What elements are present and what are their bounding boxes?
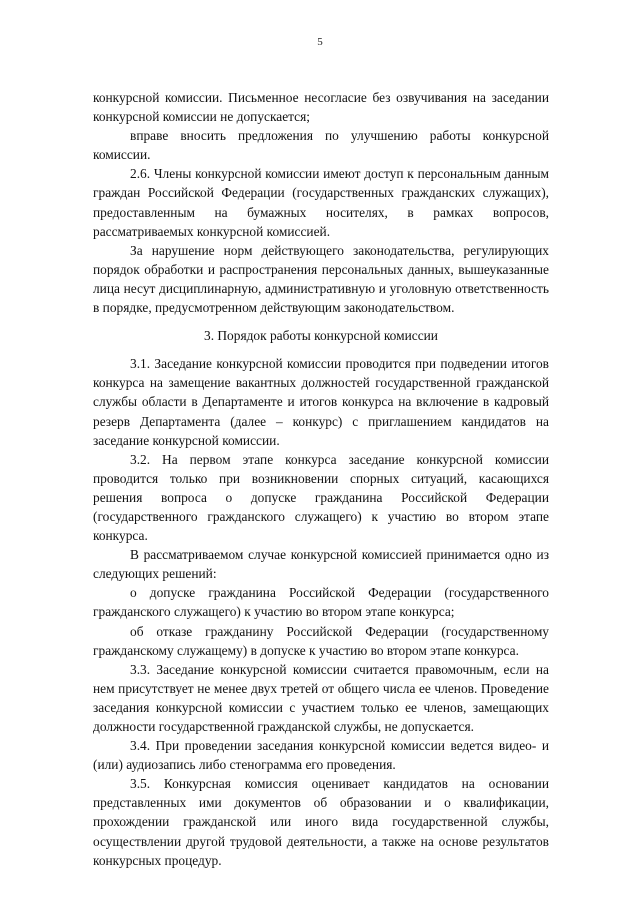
paragraph: В рассматриваемом случае конкурсной комиссией принимается одно из следующих решений: xyxy=(93,547,549,582)
paragraph-continuation: конкурсной комиссии. Письменное несогласие без озвучивания на заседании конкурсной комиссии не допускается; xyxy=(93,90,549,125)
paragraph-3-1: 3.1. Заседание конкурсной комиссии проводится при подведении итогов конкурса на замещение вакантных должностей государственной гражданской службы области в Департаменте и итогов конкурса на включение в кадровый резерв Департамента (далее – конкурс) с приглашением кандидатов на заседание конкурсной комиссии. xyxy=(93,356,549,448)
document-body xyxy=(93,88,549,870)
paragraph: За нарушение норм действующего законодательства, регулирующих порядок обработки и распространения персональных данных, вышеуказанные лица несут дисциплинарную, административную и уголовную ответственность в порядке, предусмотренном действующим законодательством. xyxy=(93,242,549,316)
paragraph: вправе вносить предложения по улучшению работы конкурсной комиссии. xyxy=(93,128,549,163)
paragraph-2-6: 2.6. Члены конкурсной комиссии имеют доступ к персональным данным граждан Российской Федерации (государственных гражданских служащих), предоставленным на бумажных носителях, в рамках вопросов, рассматриваемых конкурсной комиссией. xyxy=(93,166,549,239)
page-number: 5 xyxy=(317,36,323,48)
paragraph-3-4: 3.4. При проведении заседания конкурсной комиссии ведется видео- и (или) аудиозапись либо стенограмма его проведения. xyxy=(93,738,549,773)
paragraph-3-5: 3.5. Конкурсная комиссия оценивает кандидатов на основании представленных ими документов об образовании и о квалификации, прохождении гражданской или иного вида государственной службы, осуществлении другой трудовой деятельности, а также на основе результатов конкурсных процедур. xyxy=(93,776,549,868)
section-heading: 3. Порядок работы конкурсной комиссии xyxy=(204,328,438,344)
list-item: об отказе гражданину Российской Федерации (государственному гражданскому служащему) в допуске к участию во втором этапе конкурса. xyxy=(93,623,549,658)
list-item: о допуске гражданина Российской Федерации (государственного гражданского служащего) к участию во втором этапе конкурса; xyxy=(93,585,549,620)
paragraph-3-3: 3.3. Заседание конкурсной комиссии считается правомочным, если на нем присутствует не менее двух третей от общего числа ее членов. Проведение заседания конкурсной комиссии с участием только ее членов, замещающих должности государственной гражданской службы, не допускается. xyxy=(93,661,549,734)
paragraph-3-2: 3.2. На первом этапе конкурса заседание конкурсной комиссии проводится только при возникновении спорных ситуаций, касающихся решения вопроса о допуске гражданина Российской Федерации (государственного гражданского служащего) к участию во втором этапе конкурса. xyxy=(93,451,549,544)
